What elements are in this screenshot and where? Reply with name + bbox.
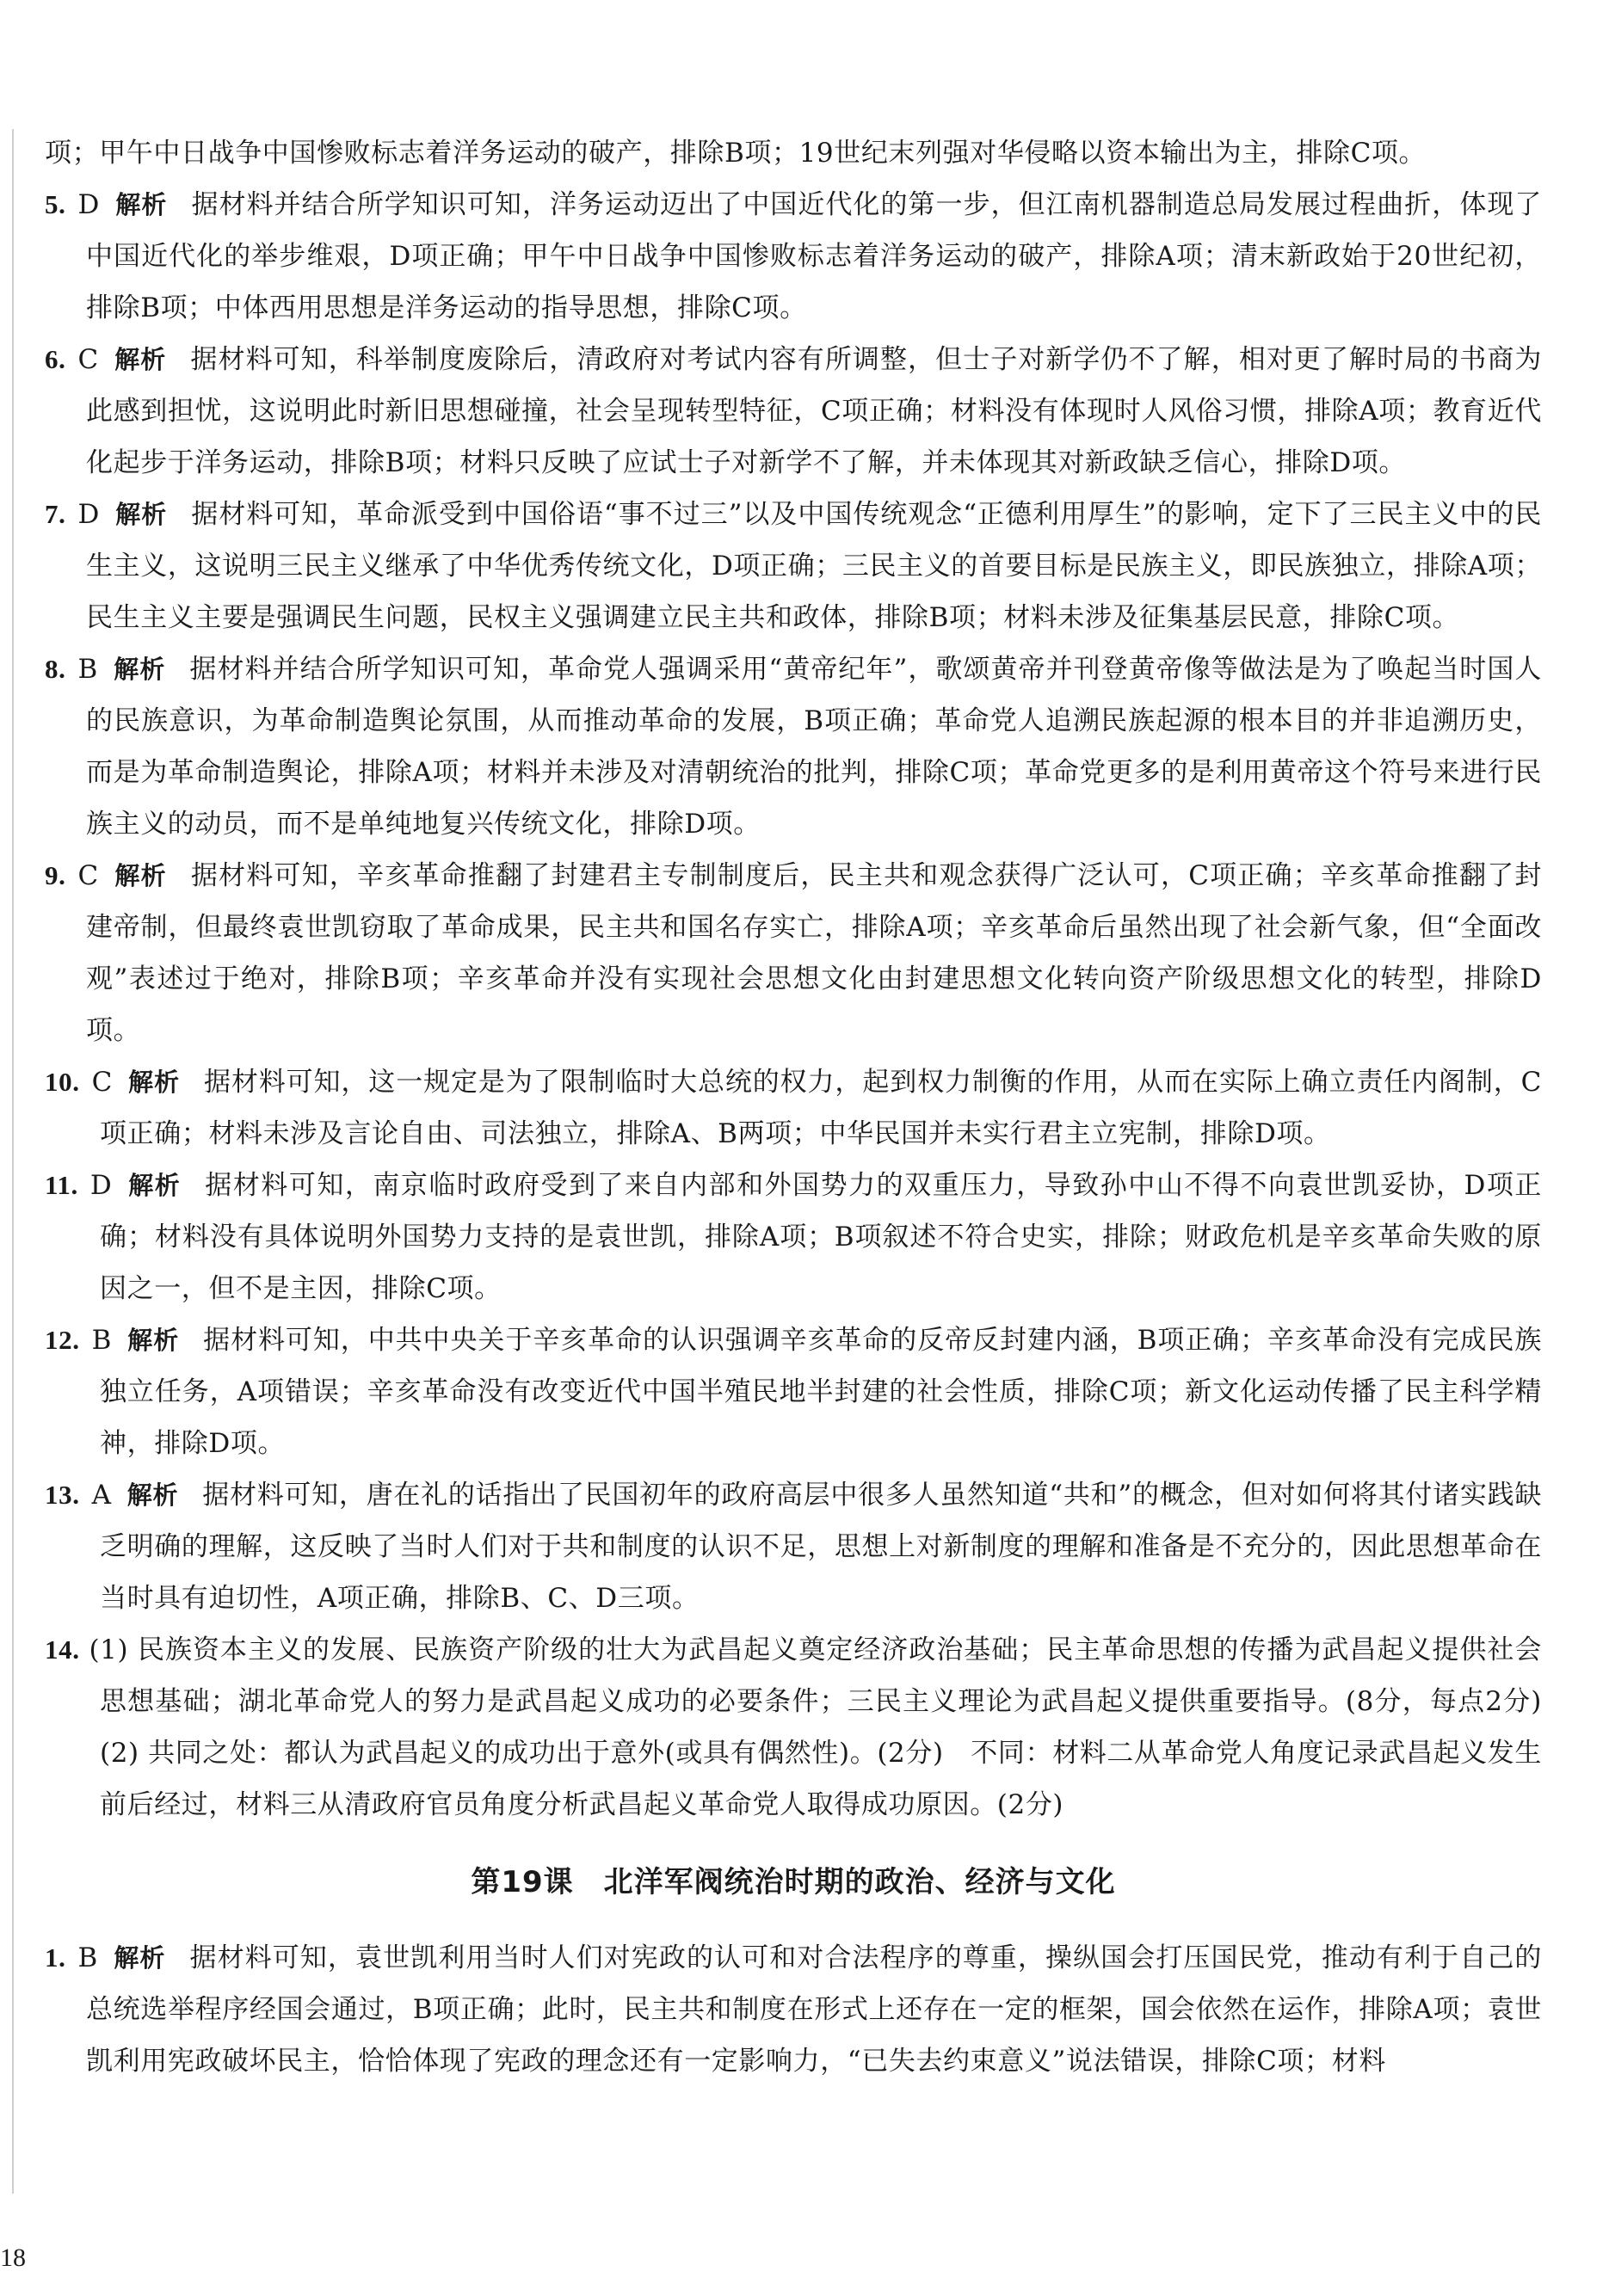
item-number: 13. — [45, 1480, 80, 1510]
left-margin-rule — [12, 129, 14, 2194]
analysis-text: 据材料并结合所学知识可知，革命党人强调采用“黄帝纪年”，歌颂黄帝并刊登黄帝像等做法是为了唤起当时国人的民族意识，为革命制造舆论氛围，从而推动革命的发展，B项正确；革命党人追溯民族起源的根本目的并非追溯历史，而是为革命制造舆论，排除A项；材料并未涉及对清朝统治的批判，排除C项；革命党更多的是利用黄帝这个符号来进行民族主义的动员，而不是单纯地复兴传统文化，排除D项。 — [86, 654, 1542, 840]
analysis-label: 解析 — [114, 345, 167, 374]
answer-item-11 — [45, 1160, 1542, 1314]
analysis-label: 解析 — [126, 1480, 179, 1510]
analysis-label: 解析 — [114, 861, 167, 890]
item-number: 11. — [45, 1170, 78, 1200]
analysis-label: 解析 — [126, 1326, 180, 1355]
answer-item-13 — [45, 1469, 1542, 1624]
analysis-text: 据材料可知，南京临时政府受到了来自内部和外国势力的双重压力，导致孙中山不得不向袁世凯妥协，D项正确；材料没有具体说明外国势力支持的是袁世凯，排除A项；B项叙述不符合史实，排除；财政危机是辛亥革命失败的原因之一，但不是主因，排除C项。 — [100, 1170, 1542, 1304]
analysis-label: 解析 — [113, 1943, 166, 1973]
answer-item-1 — [45, 1932, 1542, 2087]
continuation-paragraph: 项；甲午中日战争中国惨败标志着洋务运动的破产，排除B项；19世纪末列强对华侵略以资本输出为主，排除C项。 — [45, 138, 1427, 169]
answer-letter: B — [77, 654, 98, 685]
item-number: 9. — [45, 860, 66, 890]
item-number: 7. — [45, 499, 66, 529]
section-heading: 第19课 北洋军阀统治时期的政治、经济与文化 — [471, 1865, 1116, 1899]
analysis-text: 据材料可知，辛亥革命推翻了封建君主专制制度后，民主共和观念获得广泛认可，C项正确；辛亥革命推翻了封建帝制，但最终袁世凯窃取了革命成果，民主共和国名存实亡，排除A项；辛亥革命后虽然出现了社会新气象，但“全面改观”表述过于绝对，排除B项；辛亥革命并没有实现社会思想文化由封建思想文化转向资产阶级思想文化的转型，排除D项。 — [86, 860, 1542, 1046]
item-number: 6. — [45, 344, 66, 374]
analysis-label: 解析 — [127, 1068, 180, 1097]
answer-item-7 — [45, 489, 1542, 643]
answer-letter: D — [77, 499, 100, 530]
answer-item-10 — [45, 1056, 1542, 1160]
page-content — [45, 127, 1569, 2087]
answer-letter: B — [91, 1325, 112, 1356]
analysis-label: 解析 — [114, 500, 168, 529]
answer-item-9 — [45, 850, 1542, 1056]
item-number: 8. — [45, 654, 66, 684]
analysis-label: 解析 — [127, 1171, 182, 1200]
analysis-text: 据材料可知，科举制度废除后，清政府对考试内容有所调整，但士子对新学仍不了解，相对更了解时局的书商为此感到担忧，这说明此时新旧思想碰撞，社会呈现转型特征，C项正确；材料没有体现时人风俗习惯，排除A项；教育近代化起步于洋务运动，排除B项；材料只反映了应试士子对新学不了解，并未体现其对新政缺乏信心，排除D项。 — [86, 344, 1542, 478]
answer-letter: C — [77, 860, 99, 891]
analysis-text: (1) 民族资本主义的发展、民族资产阶级的壮大为武昌起义奠定经济政治基础；民主革命思想的传播为武昌起义提供社会思想基础；湖北革命党人的努力是武昌起义成功的必要条件；三民主义理论为武昌起义提供重要指导。(8分，每点2分) (2) 共同之处：都认为武昌起义的成功出于意外(或具有偶然性)。(2分) 不同：材料二从革命党人角度记录武昌起义发生前后经过，材料三从清政府官员角度分析武昌起义革命党人取得成功原因。(2分) — [89, 1634, 1569, 1820]
answer-letter: A — [91, 1480, 112, 1511]
item-number: 12. — [45, 1325, 80, 1355]
analysis-text: 据材料可知，中共中央关于辛亥革命的认识强调辛亥革命的反帝反封建内涵，B项正确；辛亥革命没有完成民族独立任务，A项错误；辛亥革命没有改变近代中国半殖民地半封建的社会性质，排除C项；新文化运动传播了民主科学精神，排除D项。 — [100, 1325, 1542, 1459]
analysis-label: 解析 — [114, 190, 168, 219]
analysis-text: 据材料可知，唐在礼的话指出了民国初年的政府高层中很多人虽然知道“共和”的概念，但对如何将其付诸实践缺乏明确的理解，这反映了当时人们对于共和制度的认识不足，思想上对新制度的理解和准备是不充分的，因此思想革命在当时具有迫切性，A项正确，排除B、C、D三项。 — [100, 1480, 1542, 1614]
answer-letter: D — [89, 1170, 113, 1201]
answer-letter: C — [91, 1067, 113, 1098]
answer-letter: B — [77, 1942, 98, 1973]
analysis-text: 据材料可知，革命派受到中国俗语“事不过三”以及中国传统观念“正德利用厚生”的影响，定下了三民主义中的民生主义，这说明三民主义继承了中华优秀传统文化，D项正确；三民主义的首要目标是民族主义，即民族独立，排除A项；民生主义主要是强调民生问题，民权主义强调建立民主共和政体，排除B项；材料未涉及征集基层民意，排除C项。 — [86, 499, 1542, 633]
analysis-label: 解析 — [113, 655, 166, 684]
answer-letter: D — [77, 189, 100, 220]
item-number: 5. — [45, 189, 66, 219]
answer-item-5 — [45, 179, 1542, 334]
analysis-text: 据材料可知，这一规定是为了限制临时大总统的权力，起到权力制衡的作用，从而在实际上确立责任内阁制，C项正确；材料未涉及言论自由、司法独立，排除A、B两项；中华民国并未实行君主立宪制，排除D项。 — [100, 1067, 1542, 1149]
item-number: 1. — [45, 1942, 66, 1973]
item-number: 14. — [45, 1634, 80, 1665]
page-number: 18 — [0, 2244, 26, 2272]
answer-letter: C — [77, 344, 99, 375]
answer-item-8 — [45, 643, 1542, 850]
answer-item-14 — [45, 1624, 1569, 1831]
item-number: 10. — [45, 1067, 80, 1097]
analysis-text: 据材料并结合所学知识可知，洋务运动迈出了中国近代化的第一步，但江南机器制造总局发展过程曲折，体现了中国近代化的举步维艰，D项正确；甲午中日战争中国惨败标志着洋务运动的破产，排除A项；清末新政始于20世纪初，排除B项；中体西用思想是洋务运动的指导思想，排除C项。 — [86, 189, 1542, 323]
analysis-text: 据材料可知，袁世凯利用当时人们对宪政的认可和对合法程序的尊重，操纵国会打压国民党，推动有利于自己的总统选举程序经国会通过，B项正确；此时，民主共和制度在形式上还存在一定的框架，国会依然在运作，排除A项；袁世凯利用宪政破坏民主，恰恰体现了宪政的理念还有一定影响力，“已失去约束意义”说法错误，排除C项；材料 — [86, 1942, 1542, 2077]
answer-item-12 — [45, 1314, 1542, 1469]
answer-item-6 — [45, 334, 1542, 489]
